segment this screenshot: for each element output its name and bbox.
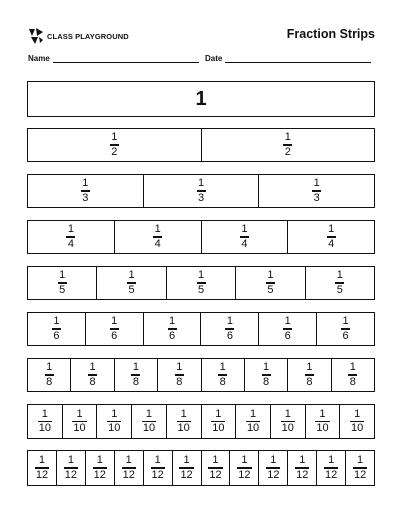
fraction-label <box>262 362 271 387</box>
fraction-label <box>266 455 280 480</box>
strip-cell <box>114 359 157 391</box>
denominator: 3 <box>82 191 89 204</box>
strip-cell <box>270 405 305 438</box>
date-line[interactable] <box>225 54 371 63</box>
numerator: 1 <box>267 269 274 282</box>
numerator: 1 <box>284 315 291 328</box>
strip-cell <box>28 82 374 116</box>
numerator: 1 <box>53 315 60 328</box>
fraction-label <box>283 316 292 341</box>
numerator: 1 <box>284 131 291 144</box>
denominator: 4 <box>154 237 161 250</box>
denominator: 12 <box>267 468 280 481</box>
denominator: 12 <box>296 468 309 481</box>
denominator: 3 <box>313 191 320 204</box>
strip-cell <box>28 405 62 438</box>
fraction-label <box>175 362 184 387</box>
denominator: 3 <box>197 191 205 204</box>
fraction-label <box>142 409 156 434</box>
strip-cell <box>201 359 244 391</box>
strip-cell <box>305 405 340 438</box>
strip-cell <box>200 313 258 345</box>
fraction-label <box>327 224 336 249</box>
strip-cell <box>258 451 287 485</box>
numerator: 1 <box>284 407 291 420</box>
denominator: 12 <box>353 468 367 481</box>
name-line[interactable] <box>53 54 199 63</box>
strip-cell <box>62 405 97 438</box>
strip-whole <box>27 81 375 117</box>
denominator: 5 <box>197 283 205 296</box>
fraction-label <box>38 409 52 434</box>
denominator: 12 <box>64 468 77 481</box>
numerator: 1 <box>128 269 135 282</box>
strip-cell <box>85 451 114 485</box>
strip-cell <box>316 451 345 485</box>
numerator: 1 <box>89 361 96 374</box>
numerator: 1 <box>197 269 205 282</box>
strip-cell <box>85 313 143 345</box>
numerator: 1 <box>154 223 161 236</box>
fraction-label <box>353 455 367 480</box>
fraction-label <box>295 455 309 480</box>
strip-cell <box>143 451 172 485</box>
numerator: 1 <box>111 407 118 420</box>
fraction-label <box>153 224 162 249</box>
denominator: 6 <box>169 329 176 342</box>
strip-cell <box>244 359 287 391</box>
numerator: 1 <box>212 454 219 467</box>
numerator: 1 <box>270 454 277 467</box>
fraction-label <box>197 270 206 295</box>
fraction-label <box>350 409 364 434</box>
numerator: 1 <box>180 407 187 420</box>
brand-logo <box>28 27 129 45</box>
denominator: 8 <box>46 375 53 388</box>
strip-cell <box>28 129 201 161</box>
strip-cell <box>96 405 131 438</box>
denominator: 10 <box>38 422 51 435</box>
fraction-label <box>305 362 314 387</box>
denominator: 2 <box>284 145 291 158</box>
strip-cell <box>316 313 374 345</box>
strip-cell <box>28 267 96 299</box>
fraction-label <box>208 455 222 480</box>
numerator: 1 <box>125 454 132 467</box>
fraction-label <box>237 455 251 480</box>
denominator: 12 <box>151 468 164 481</box>
numerator: 1 <box>328 454 335 467</box>
strip-cell <box>114 221 201 253</box>
fraction-label <box>348 362 357 387</box>
numerator: 1 <box>241 223 248 236</box>
strip-cell <box>305 267 374 299</box>
denominator: 6 <box>111 329 118 342</box>
fraction-label <box>335 270 344 295</box>
whole-label: 1 <box>195 87 207 110</box>
strip-cell <box>157 359 200 391</box>
denominator: 8 <box>306 375 313 388</box>
numerator: 1 <box>319 407 326 420</box>
denominator: 8 <box>176 375 183 388</box>
numerator: 1 <box>306 361 313 374</box>
strip-2ths <box>27 128 375 162</box>
denominator: 8 <box>219 375 226 388</box>
denominator: 6 <box>284 329 291 342</box>
strip-cell <box>28 175 143 207</box>
fraction-label <box>81 178 90 203</box>
numerator: 1 <box>46 361 53 374</box>
numerator: 1 <box>357 454 364 467</box>
strip-cell <box>287 221 374 253</box>
numerator: 1 <box>41 407 48 420</box>
numerator: 1 <box>111 315 118 328</box>
denominator: 10 <box>212 422 225 435</box>
denominator: 5 <box>267 283 274 296</box>
strip-cell <box>287 359 330 391</box>
numerator: 1 <box>215 407 222 420</box>
numerator: 1 <box>82 177 89 190</box>
fraction-label <box>266 270 275 295</box>
denominator: 6 <box>53 329 60 342</box>
numerator: 1 <box>241 454 248 467</box>
denominator: 6 <box>226 329 233 342</box>
fraction-label <box>66 224 75 249</box>
fraction-label <box>72 409 86 434</box>
strip-cell <box>131 405 166 438</box>
strip-cell <box>28 359 70 391</box>
strip-cell <box>235 267 304 299</box>
strip-cell <box>166 267 235 299</box>
numerator: 1 <box>38 454 46 467</box>
denominator: 10 <box>177 422 190 435</box>
strip-cell <box>345 451 374 485</box>
denominator: 5 <box>336 283 343 296</box>
denominator: 4 <box>328 237 335 250</box>
fraction-label <box>225 316 234 341</box>
strip-10ths <box>27 404 375 439</box>
date-label: Date <box>205 54 223 63</box>
denominator: 4 <box>67 237 74 250</box>
logo-text: CLASS PLAYGROUND <box>47 31 129 41</box>
denominator: 10 <box>108 422 121 435</box>
strip-cell <box>166 405 201 438</box>
strip-cell <box>114 451 143 485</box>
numerator: 1 <box>336 269 343 282</box>
fraction-label <box>107 409 121 434</box>
denominator: 10 <box>316 422 329 435</box>
strip-cell <box>258 175 374 207</box>
numerator: 1 <box>154 454 161 467</box>
fraction-label <box>168 316 177 341</box>
strip-cell <box>258 313 316 345</box>
fraction-label <box>179 455 193 480</box>
fraction-label <box>35 455 49 480</box>
fraction-label <box>281 409 295 434</box>
strip-cell <box>28 451 56 485</box>
strip-cell <box>70 359 113 391</box>
strip-8ths <box>27 358 375 392</box>
numerator: 1 <box>145 407 153 420</box>
strip-cell <box>331 359 374 391</box>
strip-cell <box>201 221 288 253</box>
fraction-label <box>127 270 136 295</box>
denominator: 5 <box>128 283 135 296</box>
denominator: 12 <box>209 468 222 481</box>
fraction-label <box>246 409 260 434</box>
fraction-label <box>341 316 350 341</box>
fraction-label <box>218 362 227 387</box>
numerator: 1 <box>111 131 118 144</box>
strip-cell <box>235 405 270 438</box>
numerator: 1 <box>354 407 361 420</box>
fraction-label <box>324 455 338 480</box>
name-field[interactable] <box>28 54 199 63</box>
denominator: 10 <box>351 422 364 435</box>
fraction-label <box>283 132 292 157</box>
numerator: 1 <box>176 361 183 374</box>
fraction-label <box>110 316 119 341</box>
denominator: 12 <box>325 468 338 481</box>
denominator: 12 <box>93 468 106 481</box>
numerator: 1 <box>169 315 176 328</box>
fraction-label <box>177 409 191 434</box>
strip-cell <box>28 221 114 253</box>
strip-cell <box>96 267 165 299</box>
numerator: 1 <box>313 177 320 190</box>
strip-cell <box>339 405 374 438</box>
strip-cell <box>56 451 85 485</box>
fraction-label <box>211 409 225 434</box>
numerator: 1 <box>349 361 356 374</box>
strip-cell <box>201 129 375 161</box>
fraction-label <box>88 362 97 387</box>
strip-cell <box>287 451 316 485</box>
strip-3ths <box>27 174 375 208</box>
denominator: 5 <box>59 283 66 296</box>
numerator: 1 <box>342 315 349 328</box>
numerator: 1 <box>67 223 74 236</box>
fraction-label <box>315 409 329 434</box>
numerator: 1 <box>299 454 306 467</box>
fraction-label <box>110 132 119 157</box>
fraction-label <box>58 270 67 295</box>
denominator: 8 <box>89 375 96 388</box>
strip-cell <box>229 451 258 485</box>
numerator: 1 <box>250 407 257 420</box>
denominator: 12 <box>180 468 193 481</box>
numerator: 1 <box>67 454 74 467</box>
numerator: 1 <box>328 223 335 236</box>
numerator: 1 <box>219 361 226 374</box>
denominator: 10 <box>246 422 260 435</box>
denominator: 10 <box>73 422 86 435</box>
numerator: 1 <box>76 407 83 420</box>
fraction-label <box>122 455 136 480</box>
numerator: 1 <box>197 177 205 190</box>
numerator: 1 <box>183 454 190 467</box>
fraction-label <box>312 178 321 203</box>
strip-cell <box>201 405 236 438</box>
numerator: 1 <box>59 269 66 282</box>
strip-4ths <box>27 220 375 254</box>
date-field[interactable] <box>205 54 371 63</box>
fraction-label <box>131 362 140 387</box>
fraction-label <box>151 455 165 480</box>
denominator: 6 <box>342 329 349 342</box>
logo-icon <box>28 27 44 45</box>
fraction-label <box>93 455 107 480</box>
strip-6ths <box>27 312 375 346</box>
strip-cell <box>201 451 230 485</box>
denominator: 12 <box>122 468 135 481</box>
denominator: 12 <box>238 468 251 481</box>
fraction-label <box>45 362 54 387</box>
fraction-label <box>52 316 61 341</box>
denominator: 10 <box>281 422 294 435</box>
numerator: 1 <box>96 454 103 467</box>
denominator: 12 <box>35 468 49 481</box>
strip-cell <box>172 451 201 485</box>
strip-cell <box>143 175 259 207</box>
denominator: 8 <box>263 375 270 388</box>
strip-cell <box>143 313 201 345</box>
numerator: 1 <box>132 361 139 374</box>
name-label: Name <box>28 54 50 63</box>
denominator: 8 <box>349 375 356 388</box>
denominator: 10 <box>142 422 156 435</box>
fraction-label <box>197 178 206 203</box>
strip-cell <box>28 313 85 345</box>
strip-12ths <box>27 450 375 486</box>
fraction-label <box>240 224 249 249</box>
strip-5ths <box>27 266 375 300</box>
denominator: 2 <box>111 145 118 158</box>
fraction-label <box>64 455 78 480</box>
denominator: 4 <box>241 237 248 250</box>
page-title: Fraction Strips <box>286 27 375 41</box>
numerator: 1 <box>263 361 270 374</box>
numerator: 1 <box>226 315 233 328</box>
denominator: 8 <box>132 375 139 388</box>
